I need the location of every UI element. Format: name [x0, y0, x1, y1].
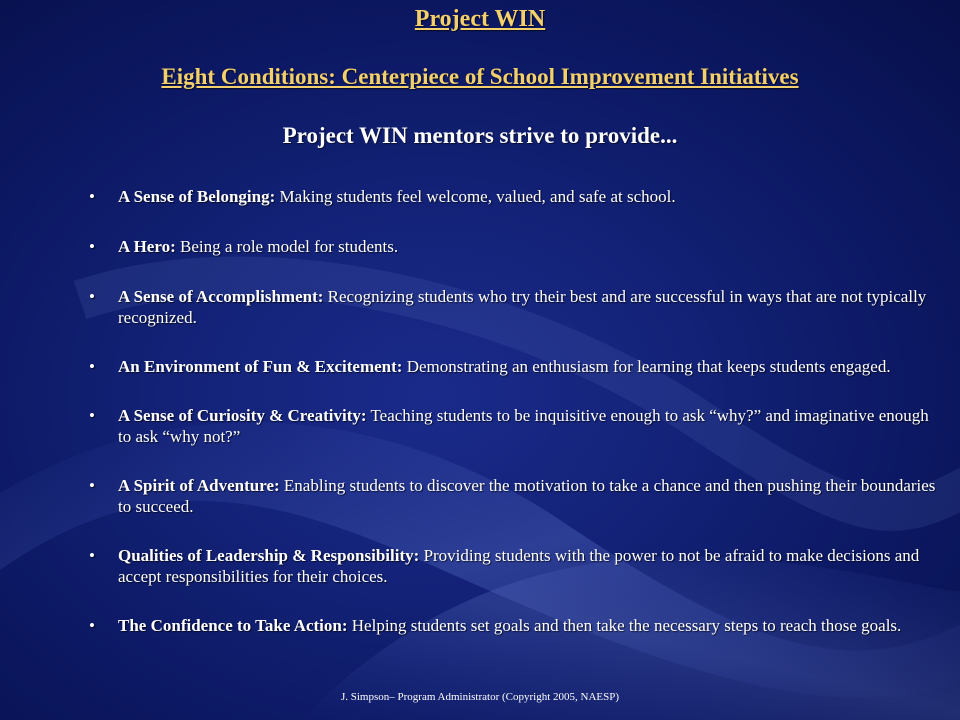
- bullet-icon: •: [89, 237, 95, 256]
- item-term: A Hero:: [118, 237, 176, 256]
- list-item-accomplishment: [82, 286, 938, 328]
- list-item-confidence: [82, 615, 938, 636]
- slide-subtitle: Eight Conditions: Centerpiece of School Improvement Initiatives: [161, 64, 799, 89]
- item-term: A Sense of Belonging:: [118, 187, 276, 206]
- item-text: Teaching students to be inquisitive enough to ask “why?” and imaginative enough to ask “why not?”: [118, 406, 929, 446]
- list-item-fun-excitement: [82, 356, 938, 377]
- bullet-icon: •: [89, 287, 95, 306]
- bullet-icon: •: [89, 406, 95, 425]
- item-term: Qualities of Leadership & Responsibility:: [118, 546, 420, 565]
- list-item-adventure: [82, 475, 938, 517]
- item-term: The Confidence to Take Action:: [118, 616, 348, 635]
- item-text: Recognizing students who try their best and are successful in ways that are not typically recognized.: [118, 287, 927, 327]
- list-item-belonging: [82, 186, 938, 207]
- item-term: A Sense of Accomplishment:: [118, 287, 324, 306]
- conditions-list: [82, 186, 938, 636]
- bullet-icon: •: [89, 357, 95, 376]
- list-item-curiosity-creativity: [82, 405, 938, 447]
- list-item-leadership: [82, 545, 938, 587]
- item-text: Demonstrating an enthusiasm for learning that keeps students engaged.: [402, 357, 891, 376]
- bullet-icon: •: [89, 616, 95, 635]
- item-text: Enabling students to discover the motivation to take a chance and then pushing their boundaries to succeed.: [118, 476, 936, 516]
- bullet-icon: •: [89, 546, 95, 565]
- bullet-icon: •: [89, 187, 95, 206]
- item-term: An Environment of Fun & Excitement:: [118, 357, 403, 376]
- item-term: A Sense of Curiosity & Creativity:: [118, 406, 367, 425]
- item-text: Helping students set goals and then take the necessary steps to reach those goals.: [347, 616, 902, 635]
- item-text: Making students feel welcome, valued, and safe at school.: [275, 187, 676, 206]
- item-text: Being a role model for students.: [175, 237, 399, 256]
- bullet-icon: •: [89, 476, 95, 495]
- item-term: A Spirit of Adventure:: [118, 476, 280, 495]
- list-item-hero: [82, 236, 938, 257]
- slide-title: Project WIN: [414, 6, 546, 32]
- footer-credit: J. Simpson– Program Administrator (Copyright 2005, NAESP): [340, 691, 620, 703]
- item-text: Providing students with the power to not be afraid to make decisions and accept responsibilities for their choices.: [118, 546, 920, 586]
- intro-text: Project WIN mentors strive to provide...: [282, 123, 678, 148]
